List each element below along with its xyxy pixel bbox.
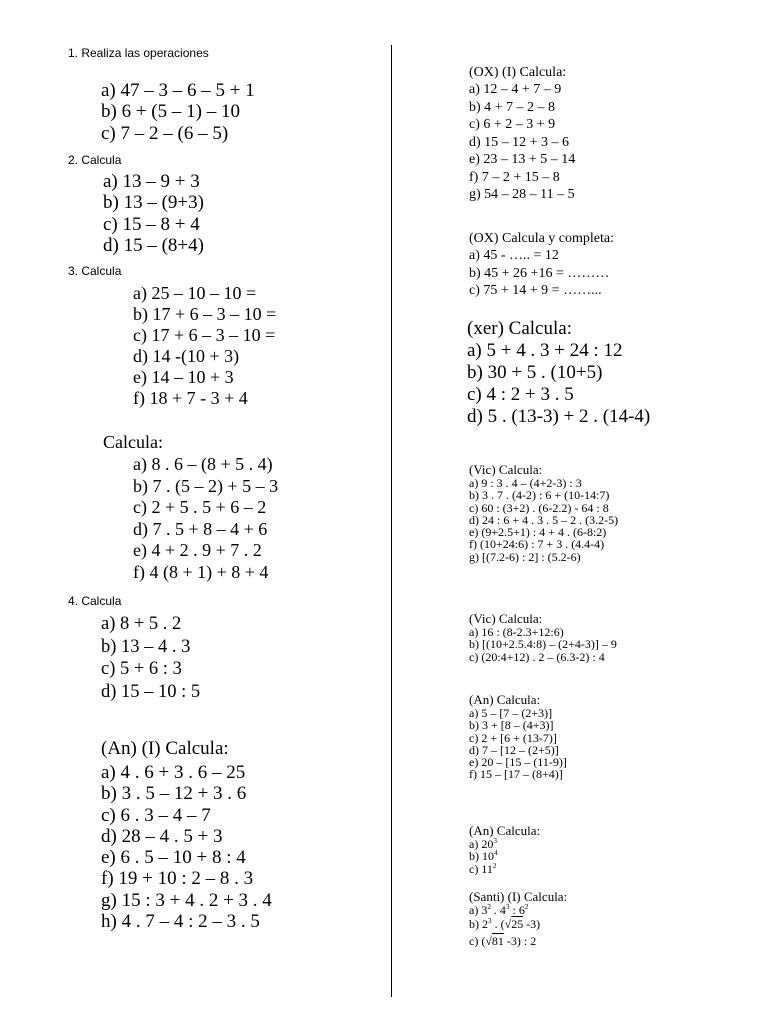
exercise-3-heading: 3. Calcula [68, 264, 122, 278]
list-item: e) (9+2.5+1) : 4 + 4 . (6-8:2) [469, 525, 607, 540]
list-item: b) 3 . 7 . (4-2) : 6 + (10-14:7) [469, 488, 610, 503]
list-item: g) 54 – 28 – 11 – 5 [469, 187, 575, 202]
list-item: b) [(10+2.5.4:8) – (2+4-3)] – 9 [469, 637, 617, 652]
an-i-list [101, 762, 272, 932]
list-item: b) 4 + 7 – 2 – 8 [469, 99, 556, 115]
an-i-title: (An) (I) Calcula: [101, 738, 229, 759]
list-item: e) 4 + 2 . 9 + 7 . 2 [133, 540, 262, 560]
list-item: c) 6 . 3 – 4 – 7 [101, 804, 211, 826]
list-item: c) (20:4+12) . 2 – (6.3-2) : 4 [469, 649, 605, 664]
list-item: c) 75 + 14 + 9 = ……... [469, 283, 602, 298]
section-title: (xer) Calcula: [467, 318, 572, 339]
list-item: c) 60 : (3+2) . (6-2.2) - 64 : 8 [469, 500, 609, 515]
list-item: a) 12 – 4 + 7 – 9 [469, 82, 562, 97]
exercise-4-list [101, 613, 200, 703]
list-item: e) 14 – 10 + 3 [133, 367, 234, 387]
square-root-icon: √ [485, 934, 492, 949]
list-item: d) 15 – (8+4) [103, 234, 204, 256]
list-item: a) 8 . 6 – (8 + 5 . 4) [133, 454, 273, 474]
list-item: d) 24 : 6 + 4 . 3 . 5 – 2 . (3.2-5) [469, 512, 619, 527]
list-item: a) 13 – 9 + 3 [103, 171, 200, 192]
list-item: c) 2 + 5 . 5 + 6 – 2 [133, 497, 267, 517]
list-item: f) 18 + 7 - 3 + 4 [133, 388, 248, 408]
list-item: c) 6 + 2 – 3 + 9 [469, 117, 556, 132]
list-item: a) $20^3$ [469, 837, 497, 851]
section-title: (Vic) Calcula: [469, 462, 543, 477]
list-item: c) (√81 -3) : 2 [469, 934, 537, 949]
list-item: f) 7 – 2 + 15 – 8 [469, 169, 560, 185]
section-title: (Santi) (I) Calcula: [469, 889, 568, 904]
list-item: f) 4 (8 + 1) + 8 + 4 [133, 561, 269, 582]
list-item: d) 5 . (13-3) + 2 . (14-4) [467, 406, 651, 427]
section-title: (OX) Calcula y completa: [469, 231, 615, 246]
ox-completa-block [469, 230, 614, 300]
list-item: c) $11^2$ [469, 861, 497, 876]
list-item: a) 8 + 5 . 2 [101, 614, 182, 634]
list-item: c) 17 + 6 – 3 – 10 = [133, 325, 276, 345]
list-item: f) 19 + 10 : 2 – 8 . 3 [101, 868, 254, 890]
section-title: (OX) (I) Calcula: [469, 65, 567, 80]
list-item: e) 20 – [15 – (11-9)] [469, 755, 567, 770]
list-item: f) (10+24:6) : 7 + 3 . (4.4-4) [469, 537, 605, 552]
square-root-icon: √ [504, 917, 512, 932]
xer-block [467, 318, 650, 428]
section-title: (An) Calcula: [469, 692, 541, 707]
an-2-block [469, 823, 540, 875]
list-item: d) 15 – 10 : 5 [101, 681, 201, 702]
list-item: a) 9 : 3 . 4 – (4+2-3) : 3 [469, 476, 582, 490]
list-item: b) 45 + 26 +16 = ……… [469, 265, 610, 281]
exercise-1-list [101, 80, 255, 144]
santi-block [469, 889, 567, 950]
exercise-3-list [133, 283, 276, 409]
exercise-4-heading: 4. Calcula [68, 594, 122, 608]
exercise-1-heading: 1. Realiza las operaciones [68, 46, 209, 60]
list-item: a) 4 . 6 + 3 . 6 – 25 [101, 762, 246, 783]
list-item: b) 7 . (5 – 2) + 5 – 3 [133, 475, 279, 496]
vic-1-block [469, 462, 618, 563]
list-item: b) 3 . 5 – 12 + 3 . 6 [101, 783, 247, 805]
list-item: b) 6 + (5 – 1) – 10 [101, 101, 240, 123]
calcula-title: Calcula: [103, 432, 163, 452]
list-item: a) 16 : (8-2.3+12:6) [469, 625, 564, 639]
list-item: c) 15 – 8 + 4 [103, 213, 200, 235]
list-item: c) 5 + 6 : 3 [101, 659, 182, 679]
section-title: (An) Calcula: [469, 823, 541, 838]
list-item: b) 17 + 6 – 3 – 10 = [133, 304, 277, 324]
list-item: b) $10^4$ [469, 849, 498, 864]
list-item: d) 15 – 12 + 3 – 6 [469, 134, 570, 150]
list-item: b) 30 + 5 . (10+5) [467, 362, 603, 383]
list-item: b) 13 – 4 . 3 [101, 636, 191, 657]
column-divider [391, 45, 392, 997]
calcula-list [133, 454, 278, 583]
list-item: g) 15 : 3 + 4 . 2 + 3 . 4 [101, 889, 272, 911]
list-item: a) 25 – 10 – 10 = [133, 283, 257, 303]
list-item: b) 3 + [8 – (4+3)] [469, 718, 554, 733]
list-item: c) 7 – 2 – (6 – 5) [101, 122, 229, 144]
list-item: d) 14 -(10 + 3) [133, 346, 240, 366]
list-item: a) 5 – [7 – (2+3)] [469, 706, 553, 720]
exercise-2-heading: 2. Calcula [68, 153, 122, 167]
list-item: f) 15 – [17 – (8+4)] [469, 767, 563, 782]
list-item: e) 6 . 5 – 10 + 8 : 4 [101, 847, 246, 869]
exercise-2-list [103, 171, 204, 256]
list-item: d) 7 – [12 – (2+5)] [469, 742, 559, 757]
an-1-block [469, 692, 567, 781]
list-item: g) [(7.2-6) : 2] : (5.2-6) [469, 549, 581, 564]
list-item: a) 45 - ….. = 12 [469, 248, 559, 263]
list-item: a) $3^2$ . $4^3$ : $6^2$ [469, 903, 529, 917]
list-item: h) 4 . 7 – 4 : 2 – 3 . 5 [101, 911, 260, 933]
list-item: d) 7 . 5 + 8 – 4 + 6 [133, 518, 268, 539]
list-item: d) 28 – 4 . 5 + 3 [101, 825, 223, 847]
vic-2-block [469, 611, 617, 663]
list-item: b) 13 – (9+3) [103, 192, 204, 214]
list-item: b) $2^3$ . (√25 -3) [469, 917, 541, 932]
ox-i-block [469, 64, 575, 204]
list-item: a) 47 – 3 – 6 – 5 + 1 [101, 80, 255, 101]
list-item: a) 5 + 4 . 3 + 24 : 12 [467, 340, 623, 361]
list-item: c) 4 : 2 + 3 . 5 [467, 384, 574, 405]
list-item: c) 2 + [6 + (13-7)] [469, 730, 557, 745]
section-title: (Vic) Calcula: [469, 611, 543, 626]
list-item: e) 23 – 13 + 5 – 14 [469, 152, 576, 167]
